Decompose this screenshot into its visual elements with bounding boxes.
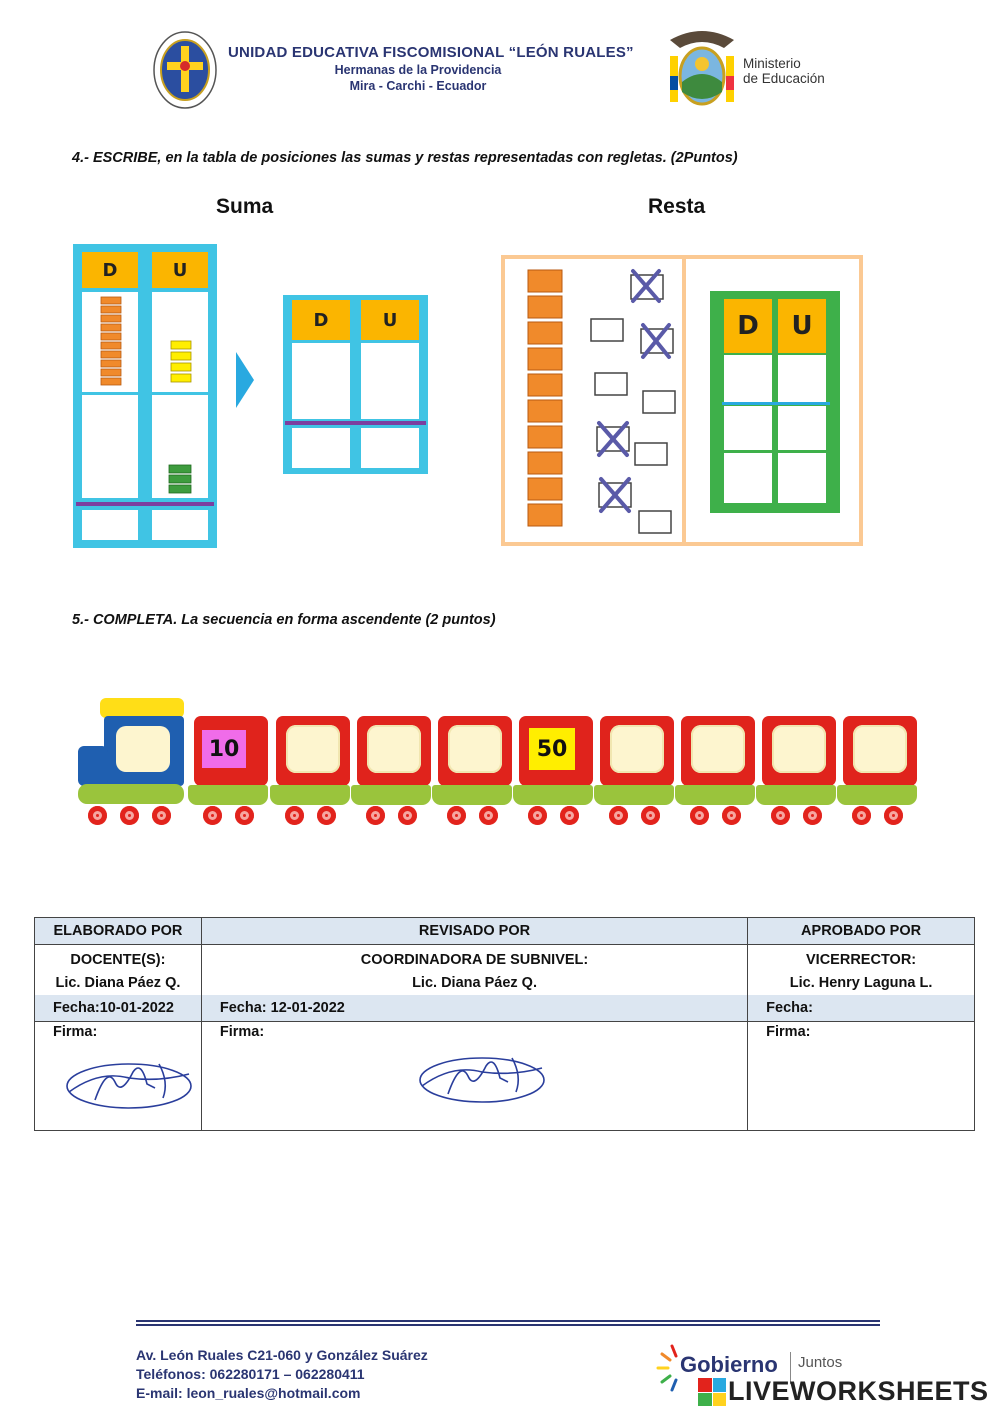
coordinadora-role: COORDINADORA DE SUBNIVEL:	[360, 952, 589, 968]
train-car-window[interactable]	[610, 725, 664, 773]
coordinadora-name: Lic. Diana Páez Q.	[412, 975, 537, 991]
wheel	[152, 806, 171, 825]
wheel	[690, 806, 709, 825]
suma-units-rods-top	[170, 340, 192, 384]
suma-board-sum-line	[76, 502, 214, 506]
wheel	[447, 806, 466, 825]
resta-unit-boxes	[585, 267, 679, 537]
firma-elaborado	[35, 1022, 202, 1131]
car-base	[594, 785, 674, 805]
car-base	[513, 785, 593, 805]
resta-answer-units-top[interactable]	[778, 355, 826, 403]
gobierno-tagline: Juntos	[798, 1354, 843, 1371]
fecha-elaborado: Fecha:10-01-2022	[35, 995, 202, 1022]
school-crest	[152, 30, 218, 110]
car-base	[756, 785, 836, 805]
liveworksheets-icon	[698, 1378, 726, 1406]
resta-answer-units-result[interactable]	[778, 453, 826, 503]
car-base	[432, 785, 512, 805]
suma-answer-tens-top[interactable]	[292, 343, 350, 419]
wheel	[771, 806, 790, 825]
resta-rods	[527, 269, 563, 531]
signature-image	[59, 1052, 199, 1112]
suma-answer-units-result[interactable]	[361, 428, 419, 468]
wheel	[852, 806, 871, 825]
resta-answer-units-middle[interactable]	[778, 406, 826, 450]
liveworksheets-text: LIVEWORKSHEETS	[728, 1376, 989, 1406]
train-car-7	[681, 716, 755, 786]
suma-board-units-header: U	[152, 252, 208, 288]
firma-label: Firma:	[53, 1024, 98, 1040]
gobierno-text: Gobierno	[680, 1352, 778, 1377]
firma-aprobado	[748, 1022, 975, 1131]
school-subtitle	[228, 62, 608, 94]
train-car-window[interactable]	[691, 725, 745, 773]
wheel	[609, 806, 628, 825]
train-locomotive	[78, 698, 186, 808]
train-car-2	[276, 716, 350, 786]
wheel	[803, 806, 822, 825]
suma-label: Suma	[216, 195, 274, 218]
train-car-window[interactable]	[772, 725, 826, 773]
suma-board-units-result[interactable]	[152, 510, 208, 540]
question-4-text: 4.- ESCRIBE, en la tabla de posiciones las sumas y restas representadas con regletas. (2Puntos)	[72, 150, 738, 166]
col1-info	[35, 945, 202, 996]
train-car-8	[762, 716, 836, 786]
train-car-3	[357, 716, 431, 786]
vicerrector-role: VICERRECTOR:	[806, 952, 917, 968]
train-car-window[interactable]	[448, 725, 502, 773]
ministry-line-2: de Educación	[743, 71, 825, 86]
resta-frame	[501, 255, 863, 546]
suma-board-tens-result[interactable]	[82, 510, 138, 540]
train-car-5	[519, 716, 593, 786]
firma-label: Firma:	[219, 1024, 265, 1040]
car-base	[270, 785, 350, 805]
col2-info	[201, 945, 747, 996]
suma-tens-rods	[100, 296, 122, 390]
wheel	[528, 806, 547, 825]
header-aprobado: APROBADO POR	[748, 918, 975, 945]
suma-answer-units-top[interactable]	[361, 343, 419, 419]
wheel	[641, 806, 660, 825]
docente-role: DOCENTE(S):	[70, 952, 166, 968]
resta-answer-tens-result[interactable]	[724, 453, 772, 503]
watermark-logo	[698, 1374, 998, 1410]
train-car-6	[600, 716, 674, 786]
docente-name: Lic. Diana Páez Q.	[55, 975, 181, 991]
wheel	[203, 806, 222, 825]
header-revisado: REVISADO POR	[201, 918, 747, 945]
footer-contact	[136, 1346, 428, 1403]
footer-phones: Teléfonos: 062280171 – 062280411	[136, 1366, 365, 1382]
suma-answer-sum-line	[285, 421, 426, 425]
suma-rods-board	[73, 244, 217, 548]
fecha-revisado: Fecha: 12-01-2022	[201, 995, 747, 1022]
fecha-aprobado: Fecha:	[748, 995, 975, 1022]
ministry-name	[743, 56, 825, 86]
resta-answer-tens-header: D	[724, 299, 772, 353]
train-car-window[interactable]	[853, 725, 907, 773]
header-elaborado: ELABORADO POR	[35, 918, 202, 945]
suma-answer-tens-result[interactable]	[292, 428, 350, 468]
resta-answer-board	[710, 291, 840, 513]
wheel	[398, 806, 417, 825]
wheel	[235, 806, 254, 825]
resta-label: Resta	[648, 195, 706, 218]
col3-info	[748, 945, 975, 996]
congregation: Hermanas de la Providencia	[334, 63, 502, 77]
resta-answer-line	[722, 402, 830, 405]
car-base	[675, 785, 755, 805]
wheel	[285, 806, 304, 825]
ministry-line-1: Ministerio	[743, 56, 801, 71]
suma-answer-units-header: U	[361, 300, 419, 340]
firma-revisado	[201, 1022, 747, 1131]
resta-answer-units-header: U	[778, 299, 826, 353]
wheel	[560, 806, 579, 825]
suma-answer-board	[283, 295, 428, 474]
school-name: UNIDAD EDUCATIVA FISCOMISIONAL “LEÓN RUALES”	[228, 44, 634, 61]
ecuador-coat-of-arms	[664, 26, 740, 112]
train-car-1	[194, 716, 268, 786]
question-5-text: 5.- COMPLETA. La secuencia en forma ascendente (2 puntos)	[72, 612, 496, 628]
train-car-number: 50	[529, 728, 575, 770]
firma-label: Firma:	[766, 1024, 811, 1040]
approval-table	[34, 917, 975, 1131]
train-car-9	[843, 716, 917, 786]
resta-answer-tens-top[interactable]	[724, 355, 772, 403]
arrow-right-icon	[236, 352, 254, 408]
footer-email: E-mail: leon_ruales@hotmail.com	[136, 1385, 361, 1401]
suma-units-rods-bottom	[168, 464, 192, 496]
car-base	[188, 785, 268, 805]
footer-divider	[136, 1320, 880, 1326]
wheel	[120, 806, 139, 825]
vicerrector-name: Lic. Henry Laguna L.	[789, 975, 933, 991]
suma-answer-tens-header: D	[292, 300, 350, 340]
school-location: Mira - Carchi - Ecuador	[349, 79, 487, 93]
train-car-number: 10	[202, 730, 246, 768]
signature-image	[412, 1046, 552, 1106]
resta-answer-tens-middle[interactable]	[724, 406, 772, 450]
wheel	[722, 806, 741, 825]
train-car-window[interactable]	[286, 725, 340, 773]
resta-divider	[682, 259, 686, 542]
wheel	[317, 806, 336, 825]
wheel	[479, 806, 498, 825]
suma-board-tens-bottom	[82, 395, 138, 498]
wheel	[366, 806, 385, 825]
footer-address: Av. León Ruales C21-060 y González Suárez	[136, 1347, 428, 1363]
train-car-window[interactable]	[367, 725, 421, 773]
train-car-4	[438, 716, 512, 786]
wheel	[884, 806, 903, 825]
car-base	[351, 785, 431, 805]
suma-board-tens-header: D	[82, 252, 138, 288]
wheel	[88, 806, 107, 825]
car-base	[837, 785, 917, 805]
